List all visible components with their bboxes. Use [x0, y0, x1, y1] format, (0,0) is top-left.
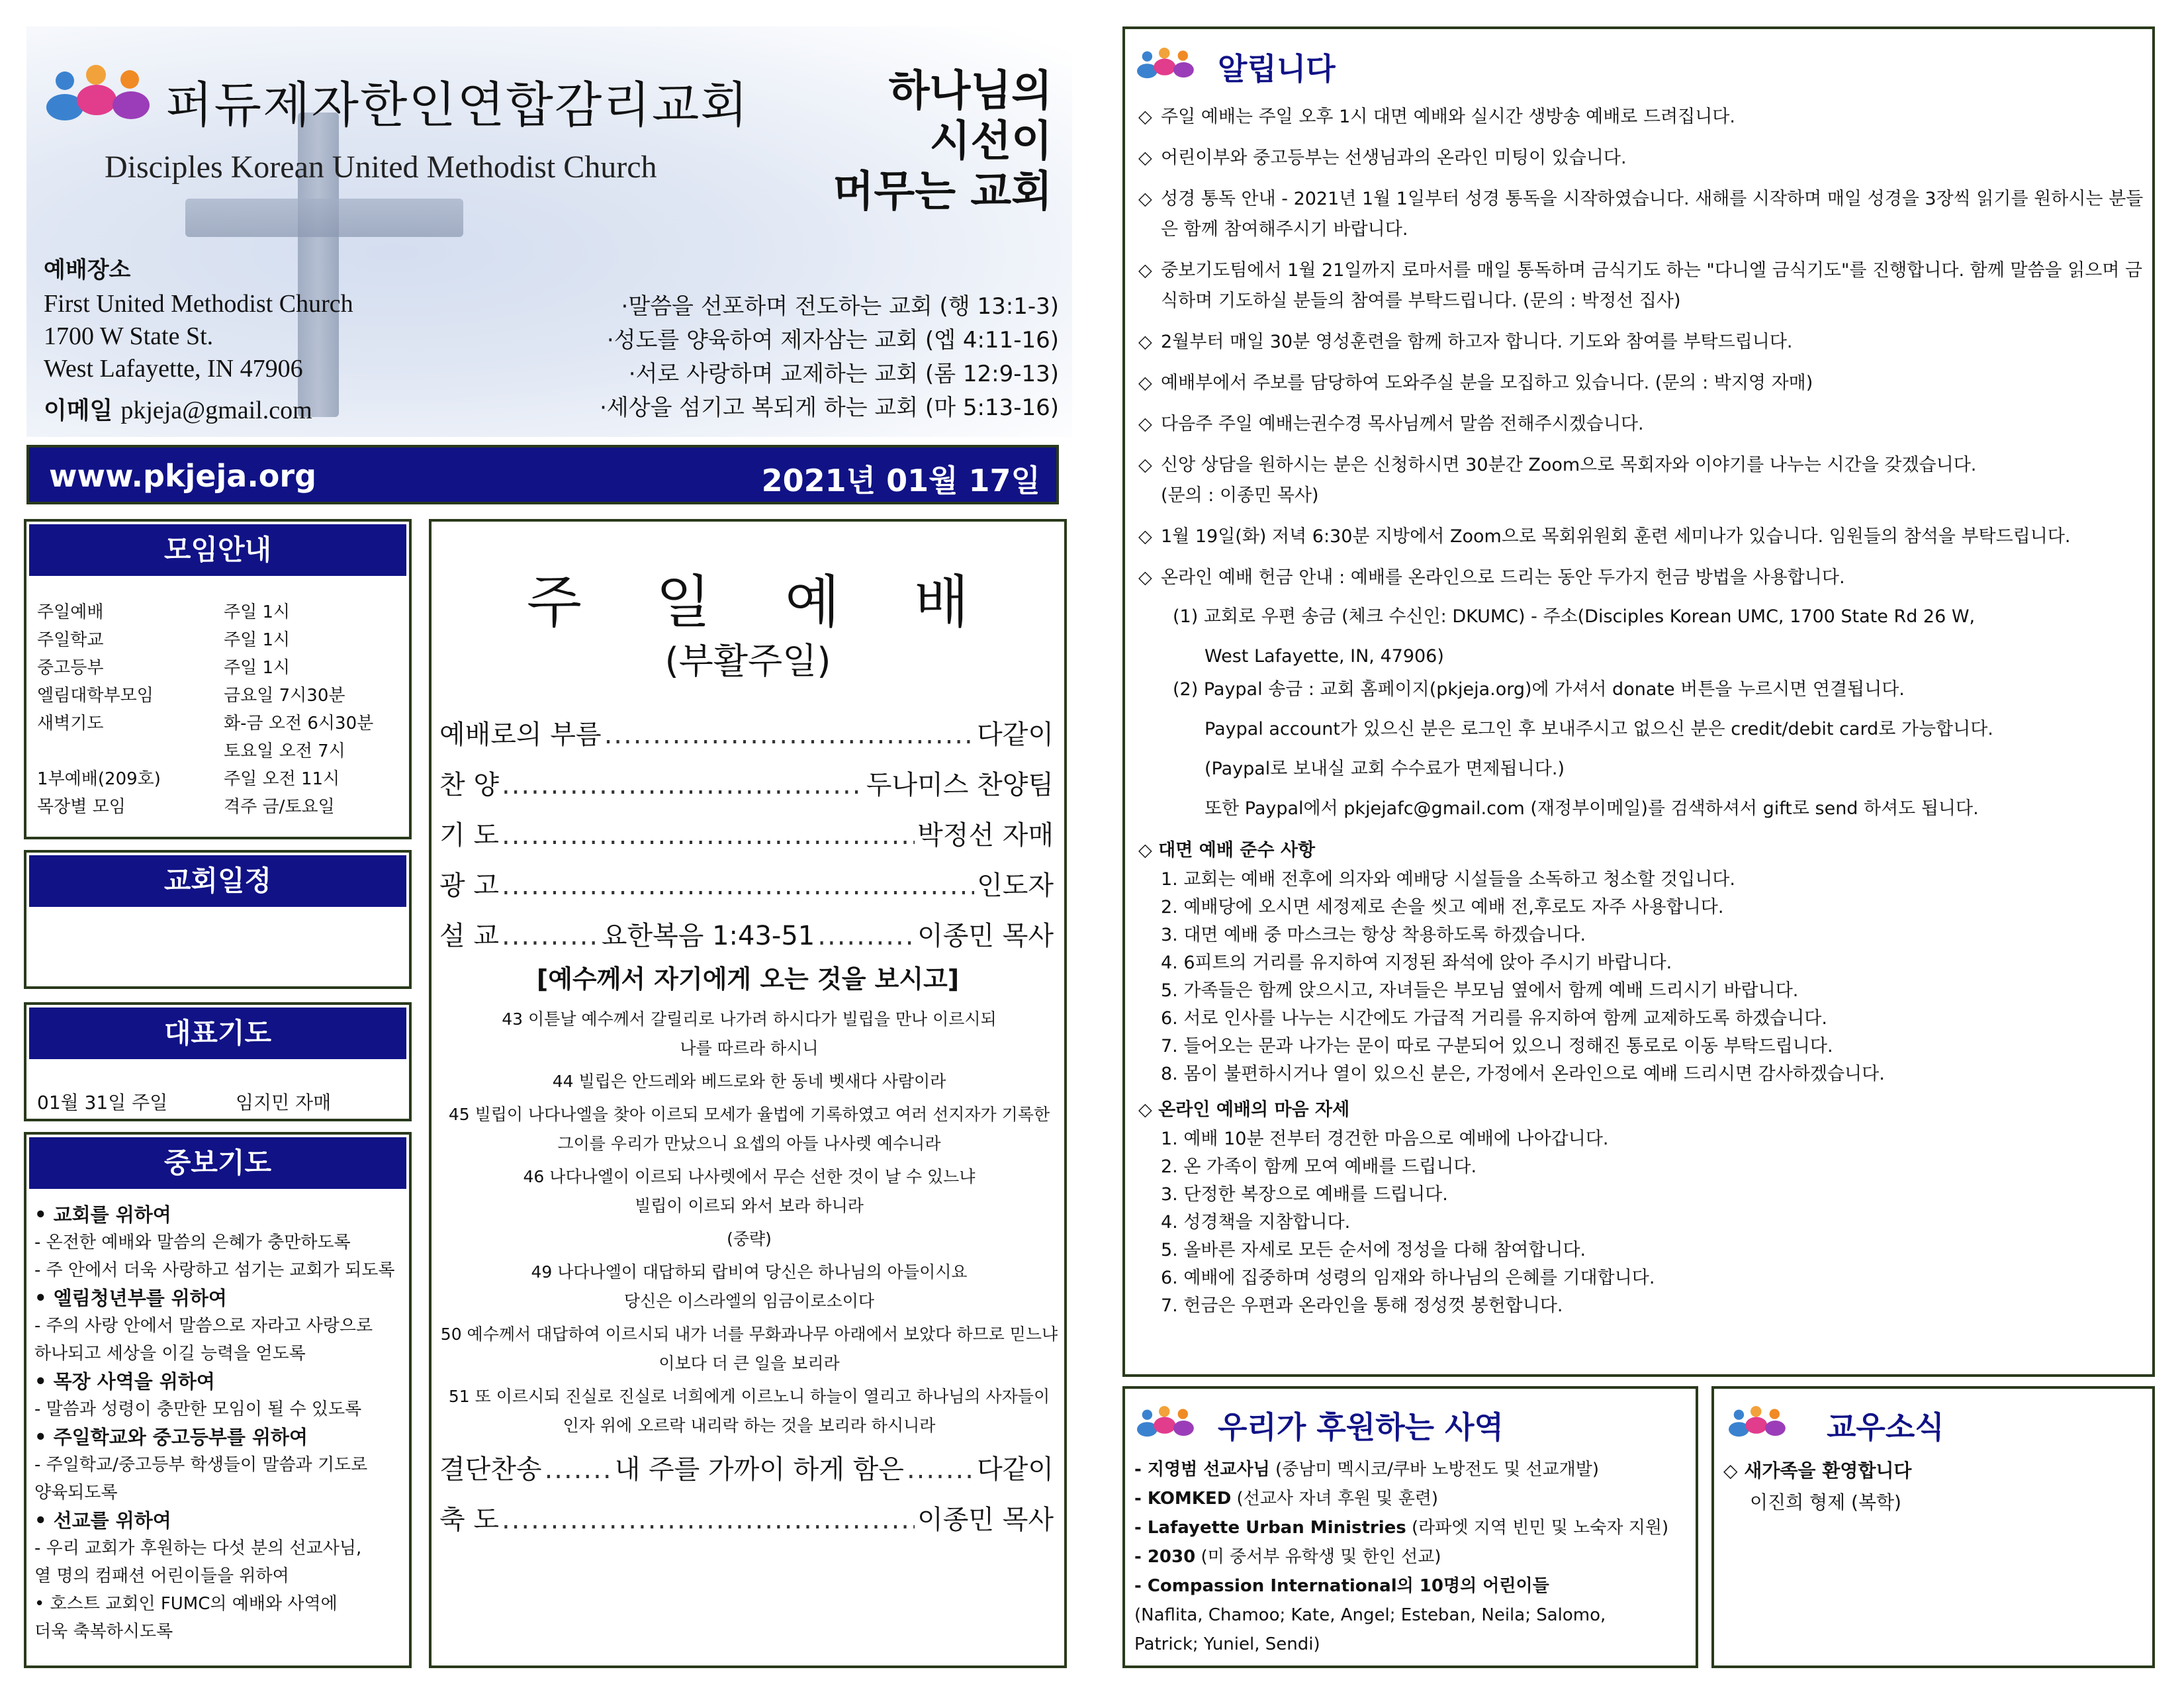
email-address: pkjeja@gmail.com: [120, 397, 312, 424]
schedule-row: [37, 654, 409, 682]
order-label: 예배로의 부름: [439, 720, 602, 750]
church-logo-icon: [46, 65, 159, 131]
diamond-icon: ◇: [1138, 189, 1152, 209]
notice-text: 다음주 주일 예배는권수경 목사님께서 말씀 전해주시겠습니다.: [1161, 414, 1644, 434]
scripture-verse: 50 예수께서 대답하여 이르시되 내가 너를 무화과나무 아래에서 보았다 하므로 믿느냐 이보다 더 큰 일을 보리라: [440, 1325, 1058, 1373]
intercession-line: 양육되도록: [34, 1483, 118, 1503]
notice-text: 주일 예배는 주일 오후 1시 대면 예배와 실시간 생방송 예배로 드려집니다.: [1161, 107, 1735, 127]
intercession-line: 하나되고 세상을 이길 능력을 얻도록: [34, 1344, 306, 1364]
church-name-english: Disciples Korean United Methodist Church: [105, 150, 657, 185]
support-item: [1134, 1571, 1690, 1601]
gatherings-schedule: [26, 579, 409, 821]
order-row: [439, 865, 1054, 902]
schedule-name: 주일예배: [37, 602, 104, 622]
rule-item: 3. 대면 예배 중 마스크는 항상 착용하도록 하겠습니다.: [1161, 925, 1586, 945]
order-label: 광 고: [439, 870, 499, 901]
order-leader: 다같이: [977, 720, 1054, 750]
member-news-title: 교우소식: [1827, 1409, 1944, 1445]
schedule-time: 토요일 오전 7시: [224, 741, 345, 761]
schedule-time: 화-금 오전 6시30분: [224, 714, 374, 733]
schedule-time: 주일 1시: [224, 602, 291, 622]
address: [44, 288, 353, 385]
notice-text: 중보기도팀에서 1월 21일까지 로마서를 매일 통독하며 금식기도 하는 "다니엘 금식기도"를 진행합니다. 함께 말씀을 읽으며 금식하며 기도하실 분들의 참여를 부탁드립니다. (문의 : 박정선 집사): [1161, 260, 2143, 311]
rep-prayer-name: 임지민 자매: [236, 1092, 332, 1113]
rule-item: 1. 교회는 예배 전후에 의자와 예배당 시설들을 소독하고 청소할 것입니다.: [1161, 869, 1735, 890]
calendar-box: [24, 850, 412, 989]
support-desc: (선교사 자녀 후원 및 훈련): [1231, 1489, 1439, 1509]
schedule-row: [37, 710, 409, 737]
schedule-row: [37, 598, 409, 626]
schedule-time: 주일 1시: [224, 630, 291, 650]
order-dots: [907, 1454, 974, 1485]
scripture-passage: [438, 1005, 1060, 1444]
rule-item: 3. 단정한 복장으로 예배를 드립니다.: [1161, 1184, 1448, 1205]
compassion-children: (Naflita, Chamoo; Kate, Angel; Esteban, Neila; Salomo,: [1134, 1605, 1606, 1625]
church-logo-icon: [1137, 1406, 1199, 1442]
notice-text: 신앙 상담을 원하시는 분은 신청하시면 30분간 Zoom으로 목회자와 이야기를 나누는 시간을 갖겠습니다. (문의 : 이종민 목사): [1161, 455, 1977, 506]
notice-text: 어린이부와 중고등부는 선생님과의 온라인 미팅이 있습니다.: [1161, 148, 1627, 168]
rule-item: 5. 가족들은 함께 앉으시고, 자녀들은 부모님 옆에서 함께 예배 드리시기 바랍니다.: [1161, 980, 1799, 1001]
rule-item: 5. 올바른 자세로 모든 순서에 정성을 다해 참여합니다.: [1161, 1240, 1586, 1260]
offering-method-line: West Lafayette, IN, 47906): [1205, 646, 1444, 667]
diamond-icon: ◇: [1138, 148, 1152, 168]
intercession-line: - 주 안에서 더욱 사랑하고 섬기는 교회가 되도록: [34, 1260, 395, 1280]
diamond-icon: ◇: [1138, 260, 1152, 281]
order-dots: [604, 720, 975, 750]
order-leader: 다같이: [977, 1454, 1054, 1485]
intercession-line: • 선교를 위하여: [34, 1509, 171, 1532]
notice-item: [1138, 143, 2144, 173]
service-subtitle: (부활주일): [664, 640, 831, 682]
intercession-line: - 온전한 예배와 말씀의 은혜가 충만하도록: [34, 1233, 351, 1252]
mission-item: ·성도를 양육하여 제자삼는 교회 (엡 4:11-16): [606, 327, 1059, 353]
intercession-line: - 우리 교회가 후원하는 다섯 분의 선교사님,: [34, 1538, 362, 1558]
order-leader: 이종민 목사: [917, 1505, 1054, 1535]
intercession-line: - 주의 사랑 안에서 말씀으로 자라고 사랑으로: [34, 1316, 373, 1336]
schedule-time: 격주 금/토요일: [224, 797, 335, 817]
member-news-box: [1711, 1386, 2155, 1668]
order-row: [439, 714, 1054, 751]
notice-subsection-heading: [1138, 1095, 2144, 1125]
email-label: 이메일: [44, 397, 113, 424]
notice-item: [1138, 327, 2144, 357]
diamond-icon: ◇: [1138, 567, 1152, 588]
service-title: 주일예배: [526, 569, 1044, 635]
schedule-row: [37, 737, 409, 765]
online-worship-list: [1138, 1125, 2144, 1320]
mission-item: ·세상을 섬기고 복되게 하는 교회 (마 5:13-16): [600, 395, 1059, 421]
scripture-verse: 51 또 이르시되 진실로 진실로 너희에게 이르노니 하늘이 열리고 하나님의 사자들이 인자 위에 오르락 내리락 하는 것을 보리라 하시니라: [448, 1387, 1050, 1435]
support-box: [1122, 1386, 1698, 1668]
order-row: [439, 764, 1054, 802]
notice-item: [1138, 256, 2144, 316]
order-label: 결단찬송: [439, 1454, 542, 1485]
intercession-title: 중보기도: [29, 1137, 406, 1189]
church-motto: [833, 66, 1052, 217]
cross-image-bar: [185, 199, 463, 237]
support-item: [1134, 1484, 1690, 1513]
order-row: [439, 1448, 1054, 1486]
diamond-icon: ◇: [1138, 840, 1159, 861]
rep-prayer-row: [26, 1062, 409, 1115]
rule-item: 4. 성경책을 지참합니다.: [1161, 1212, 1351, 1233]
notice-list: [1138, 102, 2144, 1320]
intercession-line: • 주일학교와 중고등부를 위하여: [34, 1426, 308, 1448]
notice-item: [1138, 368, 2144, 399]
order-label: 찬 양: [439, 770, 499, 800]
notice-text: 2월부터 매일 30분 영성훈련을 함께 하고자 합니다. 기도와 참여를 부탁드립니다.: [1161, 332, 1793, 352]
website-link[interactable]: www.pkjeja.org: [49, 458, 317, 494]
notices-title: 알립니다: [1218, 51, 1336, 87]
mission-item: ·서로 사랑하며 교제하는 교회 (롬 12:9-13): [628, 361, 1059, 387]
rule-item: 6. 서로 인사를 나누는 시간에도 가급적 거리를 유지하여 함께 교제하도록 하겠습니다.: [1161, 1008, 1827, 1029]
intercession-line: • 호스트 교회인 FUMC의 예배와 사역에: [34, 1594, 338, 1614]
schedule-time: 금요일 7시30분: [224, 686, 345, 706]
compassion-children: Patrick; Yuniel, Sendi): [1134, 1634, 1320, 1654]
order-dots: [502, 820, 915, 851]
offering-method-line: (2) Paypal 송금 : 교회 홈페이지(pkjeja.org)에 가셔서 donate 버튼을 누르시면 연결됩니다.: [1173, 679, 1905, 700]
rule-item: 8. 몸이 불편하시거나 열이 있으신 분은, 가정에서 온라인으로 예배 드리시면 감사하겠습니다.: [1161, 1064, 1885, 1084]
rule-item: 4. 6피트의 거리를 유지하여 지정된 좌석에 앉아 주시기 바랍니다.: [1161, 953, 1672, 973]
intercession-line: 더욱 축복하시도록: [34, 1622, 173, 1642]
gatherings-box: [24, 519, 412, 839]
notice-subsection-heading: [1138, 835, 2144, 866]
support-item: [1134, 1455, 1690, 1484]
intercession-line: 열 명의 컴패션 어린이들을 위하여: [34, 1566, 289, 1586]
email-line: [44, 392, 312, 426]
support-name: - 지영범 선교사님: [1134, 1460, 1270, 1479]
address-line: First United Methodist Church: [44, 290, 353, 318]
order-leader: 인도자: [977, 870, 1054, 901]
bulletin-date: 2021년 01월 17일: [761, 463, 1040, 498]
order-label: 축 도: [439, 1505, 499, 1535]
schedule-time: 주일 오전 11시: [224, 769, 340, 789]
order-dots: [502, 1505, 915, 1535]
intercession-line: - 말씀과 성령이 충만한 모임이 될 수 있도록: [34, 1399, 362, 1419]
offering-method-line: (Paypal로 보내실 교회 수수료가 면제됩니다.): [1205, 759, 1565, 779]
rule-item: 7. 헌금은 우편과 온라인을 통해 정성껏 봉헌합니다.: [1161, 1295, 1563, 1316]
notice-item: [1138, 102, 2144, 132]
order-leader: 박정선 자매: [917, 820, 1054, 851]
rule-item: 6. 예배에 집중하며 성령의 임재와 하나님의 은혜를 기대합니다.: [1161, 1268, 1655, 1288]
notice-item: [1138, 409, 2144, 440]
diamond-icon: ◇: [1138, 414, 1152, 434]
support-name: - Lafayette Urban Ministries: [1134, 1518, 1406, 1538]
notice-item: [1138, 184, 2144, 245]
scripture-verse: 49 나다나엘이 대답하되 랍비여 당신은 하나님의 아들이시요 당신은 이스라엘의 임금이로소이다: [531, 1262, 968, 1311]
notice-text: 예배부에서 주보를 담당하여 도와주실 분을 모집하고 있습니다. (문의 : 박지영 자매): [1161, 373, 1813, 393]
schedule-row: [37, 626, 409, 654]
mission-item: ·말씀을 선포하며 전도하는 교회 (행 13:1-3): [621, 293, 1059, 320]
notices-box: [1122, 26, 2155, 1377]
support-title: 우리가 후원하는 사역: [1218, 1409, 1504, 1445]
motto-line: 머무는 교회: [833, 167, 1052, 216]
offering-method-line: Paypal account가 있으신 분은 로그인 후 보내주시고 없으신 분은 credit/debit card로 가능합니다.: [1205, 719, 1993, 739]
member-news-body: [1723, 1455, 1911, 1519]
scripture-verse: 46 나다나엘이 이르되 나사렛에서 무슨 선한 것이 날 수 있느냐 빌립이 이르되 와서 보라 하니라: [523, 1167, 976, 1215]
order-row: [439, 814, 1054, 852]
calendar-title: 교회일정: [29, 855, 406, 907]
order-label: 기 도: [439, 820, 499, 851]
new-family-entry: 이진희 형제 (복학): [1750, 1491, 1901, 1513]
diamond-icon: ◇: [1138, 373, 1152, 393]
inperson-rules-list: [1138, 866, 2144, 1088]
church-logo-icon: [1729, 1406, 1791, 1442]
offering-method-line: (1) 교회로 우편 송금 (체크 수신인: DKUMC) - 주소(Disciples Korean UMC, 1700 State Rd 26 W,: [1173, 606, 1976, 627]
support-name: - KOMKED: [1134, 1489, 1232, 1509]
order-dots: [545, 1454, 612, 1485]
worship-order-box: [429, 519, 1067, 1668]
notice-item: [1138, 563, 2144, 593]
support-item: [1134, 1513, 1690, 1542]
support-name: - Compassion International의 10명의 어린이들: [1134, 1576, 1549, 1596]
support-item: [1134, 1542, 1690, 1571]
order-row: [439, 915, 1054, 953]
intercession-list: [26, 1192, 409, 1646]
notice-item: [1138, 450, 2144, 511]
order-dots: [502, 921, 599, 951]
schedule-row: [37, 793, 409, 821]
order-dots: [502, 770, 864, 800]
sermon-title: [예수께서 자기에게 오는 것을 보시고]: [536, 964, 960, 994]
order-row: [439, 1499, 1054, 1536]
bulletin-header: [26, 26, 1072, 437]
website-date-bar: [26, 445, 1059, 504]
order-label: 설 교: [439, 921, 499, 951]
notice-text: 성경 통독 안내 - 2021년 1월 1일부터 성경 통독을 시작하였습니다. 새해를 시작하며 매일 성경을 3장씩 읽기를 원하시는 분들은 함께 참여해주시기 바랍니다.: [1161, 189, 2144, 240]
address-line: West Lafayette, IN 47906: [44, 355, 303, 383]
rule-item: 7. 들어오는 문과 나가는 문이 따로 구분되어 있으니 정해진 통로로 이동 부탁드립니다.: [1161, 1036, 1833, 1056]
order-dots: [502, 870, 974, 901]
gatherings-title: 모임안내: [29, 524, 406, 576]
schedule-time: 주일 1시: [224, 658, 291, 678]
motto-line: 시선이: [929, 117, 1052, 166]
church-name-korean: 퍼듀제자한인연합감리교회: [165, 77, 749, 134]
support-desc: (미 중서부 유학생 및 한인 선교): [1195, 1547, 1441, 1567]
notice-subsection-title: 온라인 예배의 마음 자세: [1158, 1100, 1350, 1120]
diamond-icon: ◇: [1138, 1100, 1159, 1120]
schedule-name: 주일학교: [37, 630, 104, 650]
support-list: [1134, 1455, 1690, 1659]
diamond-icon: ◇: [1138, 526, 1152, 547]
rule-item: 2. 예배당에 오시면 세정제로 손을 씻고 예배 전,후로도 자주 사용합니다.: [1161, 897, 1724, 917]
support-desc: (라파엣 지역 빈민 및 노숙자 지원): [1406, 1518, 1669, 1538]
worship-place-heading: 예배장소: [44, 257, 131, 283]
scripture-verse: 44 빌립은 안드레와 베드로와 한 동네 벳새다 사람이라: [552, 1072, 946, 1091]
schedule-name: 목장별 모임: [37, 797, 126, 817]
schedule-name: 중고등부: [37, 658, 104, 678]
intercession-line: • 엘림청년부를 위하여: [34, 1287, 227, 1309]
diamond-icon: ◇: [1138, 455, 1152, 475]
address-line: 1700 W State St.: [44, 322, 214, 350]
diamond-icon: ◇: [1138, 332, 1152, 352]
notice-text: 온라인 예배 헌금 안내 : 예배를 온라인으로 드리는 동안 두가지 헌금 방법을 사용합니다.: [1161, 567, 1845, 588]
rep-prayer-date: 01월 31일 주일: [37, 1092, 168, 1113]
order-dots: [817, 921, 915, 951]
rep-prayer-box: [24, 1002, 412, 1121]
mission-list: [600, 290, 1059, 425]
order-detail: 요한복음 1:43-51: [601, 921, 815, 951]
rep-prayer-title: 대표기도: [29, 1008, 406, 1059]
church-logo-icon: [1137, 48, 1199, 84]
intercession-line: - 주일학교/중고등부 학생들이 말씀과 기도로: [34, 1455, 368, 1475]
intercession-line: • 교회를 위하여: [34, 1203, 171, 1226]
notice-text: 1월 19일(화) 저녁 6:30분 지방에서 Zoom으로 목회위원회 훈련 세미나가 있습니다. 임원들의 참석을 부탁드립니다.: [1161, 526, 2071, 547]
schedule-row: [37, 682, 409, 710]
order-leader: 두나미스 찬양팀: [866, 770, 1054, 800]
order-detail: 내 주를 가까이 하게 함은: [614, 1454, 904, 1485]
new-family-heading: ◇ 새가족을 환영합니다: [1723, 1460, 1912, 1481]
notice-item: [1138, 522, 2144, 552]
offering-method-line: 또한 Paypal에서 pkjejafc@gmail.com (재정부이메일)를 검색하셔서 gift로 send 하셔도 됩니다.: [1205, 798, 1979, 819]
scripture-verse: 43 이튿날 예수께서 갈릴리로 나가려 하시다가 빌립을 만나 이르시되 나를 따르라 하시니: [502, 1009, 997, 1058]
scripture-verse: 45 빌립이 나다나엘을 찾아 이르되 모세가 율법에 기록하였고 여러 선지자가 기록한 그이를 우리가 만났으니 요셉의 아들 나사렛 예수니라: [448, 1105, 1050, 1153]
scripture-verse: (중략): [727, 1229, 772, 1248]
rule-item: 2. 온 가족이 함께 모여 예배를 드립니다.: [1161, 1156, 1477, 1177]
schedule-row: [37, 765, 409, 793]
support-desc: (중남미 멕시코/쿠바 노방전도 및 선교개발): [1269, 1460, 1600, 1479]
notice-subsection-title: 대면 예배 준수 사항: [1158, 840, 1316, 861]
intercession-box: [24, 1132, 412, 1668]
intercession-line: • 목장 사역을 위하여: [34, 1370, 215, 1393]
schedule-name: 1부예배(209호): [37, 769, 161, 789]
schedule-name: 엘림대학부모임: [37, 686, 154, 706]
diamond-icon: ◇: [1138, 107, 1152, 127]
order-leader: 이종민 목사: [917, 921, 1054, 951]
schedule-name: 새벽기도: [37, 714, 104, 733]
motto-line: 하나님의: [888, 67, 1052, 116]
rule-item: 1. 예배 10분 전부터 경건한 마음으로 예배에 나아갑니다.: [1161, 1129, 1609, 1149]
schedule-name: [37, 737, 224, 765]
support-name: - 2030: [1134, 1547, 1196, 1567]
